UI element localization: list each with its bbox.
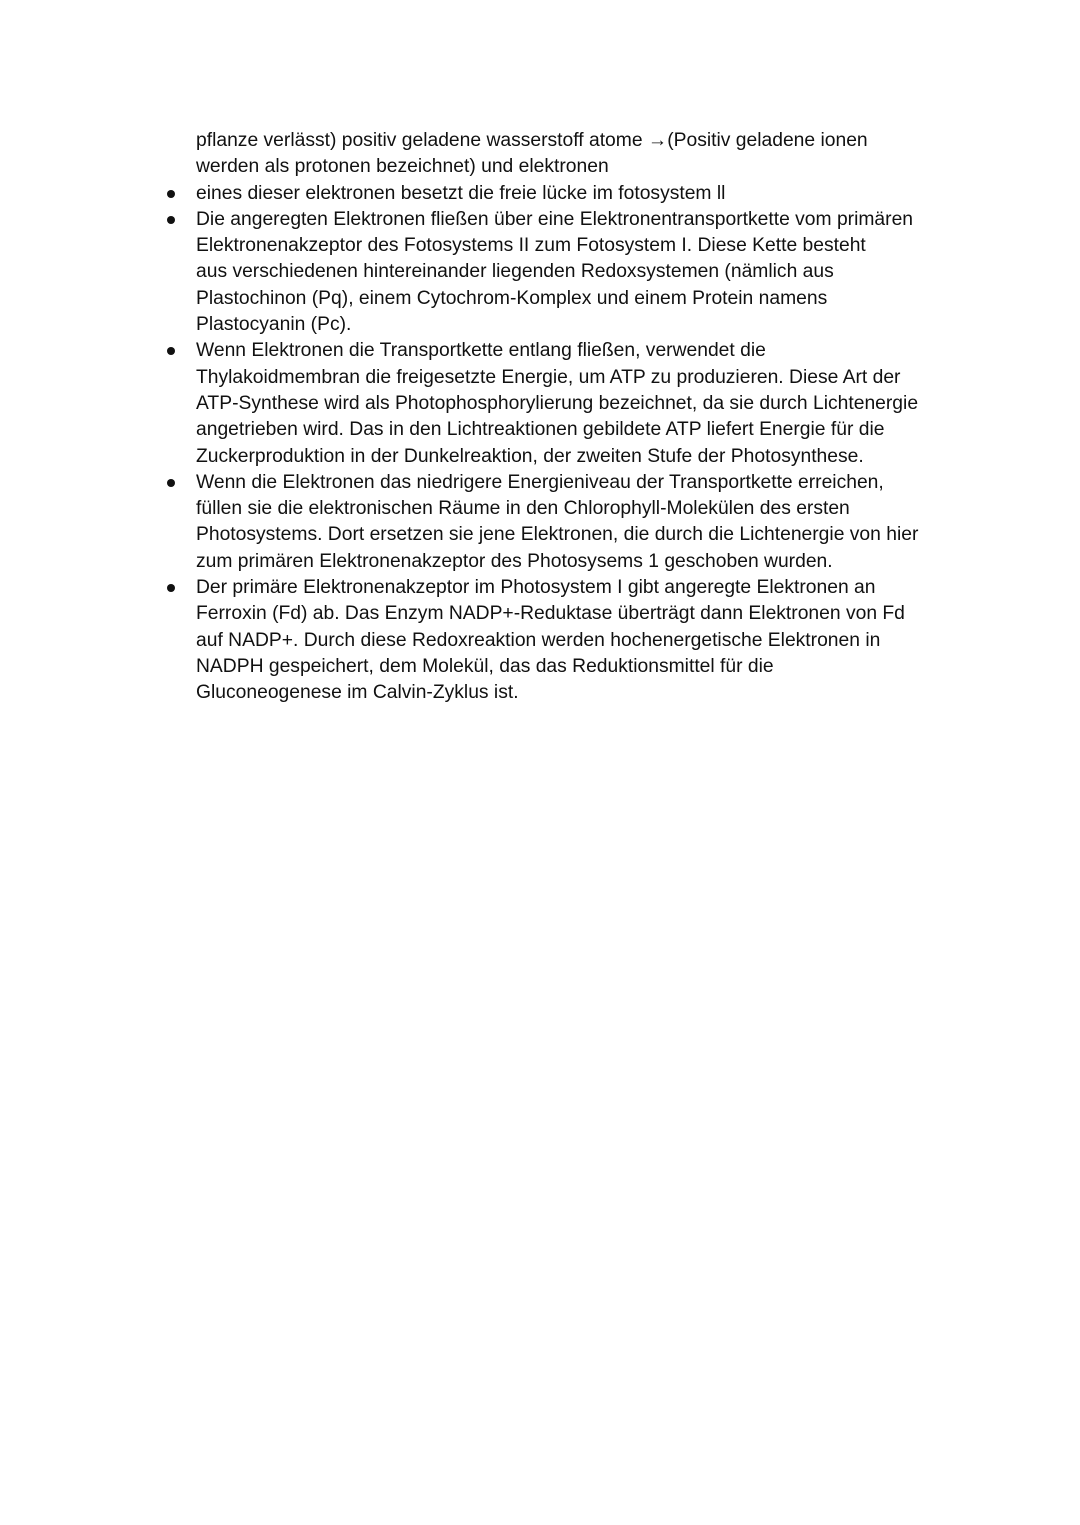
- bullet-point-icon: [165, 338, 179, 364]
- text-line: aus verschiedenen hintereinander liegenden Redoxsystemen (nämlich aus: [196, 261, 834, 283]
- text-line: Der primäre Elektronenakzeptor im Photosystem I gibt angeregte Elektronen an: [196, 577, 876, 599]
- text-line: Plastochinon (Pq), einem Cytochrom-Komplex und einem Protein namens: [196, 287, 828, 309]
- text-line: Photosystems. Dort ersetzen sie jene Elektronen, die durch die Lichtenergie von hier: [196, 524, 919, 546]
- bullet-item: [196, 470, 956, 575]
- bullet-item: [196, 207, 956, 338]
- text-line: Elektronenakzeptor des Fotosystems II zum Fotosystem I. Diese Kette besteht: [196, 235, 866, 257]
- bullet-point-icon: [165, 181, 179, 207]
- text-line: füllen sie die elektronischen Räume in den Chlorophyll-Molekülen des ersten: [196, 498, 850, 520]
- text-line: Plastocyanin (Pc).: [196, 314, 352, 336]
- text-line: eines dieser elektronen besetzt die freie lücke im fotosystem ll: [196, 182, 726, 204]
- bullet-point-icon: [165, 207, 179, 233]
- text-line: zum primären Elektronenakzeptor des Photosysems 1 geschoben wurden.: [196, 550, 833, 572]
- text-line: werden als protonen bezeichnet) und elektronen: [196, 156, 609, 178]
- text-line: angetrieben wird. Das in den Lichtreaktionen gebildete ATP liefert Energie für die: [196, 419, 885, 441]
- text-line: Wenn Elektronen die Transportkette entlang fließen, verwendet die: [196, 340, 766, 362]
- bullet-point-icon: [165, 575, 179, 601]
- bullet-list: [196, 181, 956, 707]
- text-line: Die angeregten Elektronen fließen über eine Elektronentransportkette vom primären: [196, 208, 914, 230]
- text-line: ATP-Synthese wird als Photophosphorylierung bezeichnet, da sie durch Lichtenergie: [196, 392, 919, 414]
- text-line: NADPH gespeichert, dem Molekül, das das Reduktionsmittel für die: [196, 655, 774, 677]
- bullet-item: [196, 338, 956, 469]
- text-line: Wenn die Elektronen das niedrigere Energieniveau der Transportkette erreichen,: [196, 471, 884, 493]
- bullet-item: [196, 181, 956, 207]
- text-line: Thylakoidmembran die freigesetzte Energie, um ATP zu produzieren. Diese Art der: [196, 366, 901, 388]
- text-line: Gluconeogenese im Calvin-Zyklus ist.: [196, 682, 519, 704]
- bullet-item: [196, 575, 956, 706]
- document-body: [196, 128, 956, 707]
- text-line: Ferroxin (Fd) ab. Das Enzym NADP+-Reduktase überträgt dann Elektronen von Fd: [196, 603, 905, 625]
- text-line: Zuckerproduktion in der Dunkelreaktion, der zweiten Stufe der Photosynthese.: [196, 445, 864, 467]
- text-line: auf NADP+. Durch diese Redoxreaktion werden hochenergetische Elektronen in: [196, 629, 881, 651]
- bullet-point-icon: [165, 470, 179, 496]
- continued-paragraph: [196, 128, 956, 181]
- text-line: pflanze verlässt) positiv geladene wasserstoff atome →(Positiv geladene ionen: [196, 130, 868, 151]
